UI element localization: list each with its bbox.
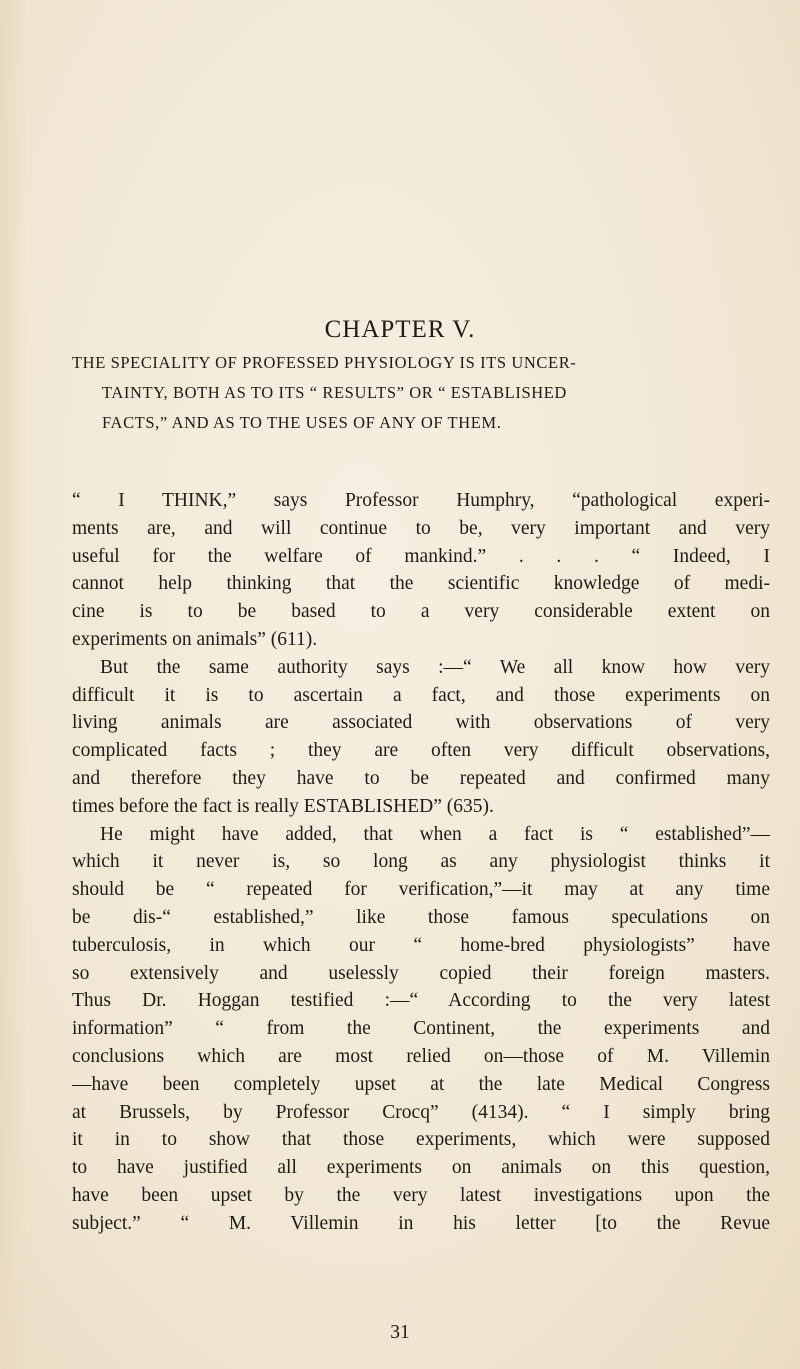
text-line: experiments on animals” (611). bbox=[72, 628, 318, 650]
text-line: at Brussels, by Professor Crocq” (4134). “ I simply bring bbox=[72, 1101, 770, 1123]
page-number: 31 bbox=[390, 1322, 410, 1343]
text-line: living animals are associated with observations of very bbox=[72, 712, 770, 734]
chapter-title: CHAPTER V. bbox=[324, 316, 476, 343]
text-line: to have justified all experiments on animals on this question, bbox=[72, 1157, 770, 1179]
text-line: “ I THINK,” says Professor Humphry, “pathological experi- bbox=[72, 490, 770, 511]
heading-line: THE SPECIALITY OF PROFESSED PHYSIOLOGY IS ITS UNCER- bbox=[72, 353, 577, 372]
text-line: ments are, and will continue to be, very important and very bbox=[72, 517, 770, 539]
text-line: Thus Dr. Hoggan testified :—“ According to the very latest bbox=[72, 990, 770, 1012]
text-line: cannot help thinking that the scientific knowledge of medi- bbox=[72, 573, 770, 595]
text-line: be dis-“ established,” like those famous speculations on bbox=[72, 906, 770, 928]
text-line: and therefore they have to be repeated and confirmed many bbox=[72, 767, 770, 789]
text-line: complicated facts ; they are often very difficult observations, bbox=[72, 740, 770, 762]
text-line: —have been completely upset at the late Medical Congress bbox=[72, 1073, 770, 1095]
chapter-summary-heading bbox=[72, 348, 762, 438]
body-text bbox=[72, 487, 770, 1238]
text-line: tuberculosis, in which our “ home-bred physiologists” have bbox=[72, 934, 770, 956]
text-line: But the same authority says :—“ We all know how very bbox=[100, 656, 770, 678]
text-line: cine is to be based to a very considerable extent on bbox=[72, 601, 770, 623]
text-line: so extensively and uselessly copied their foreign masters. bbox=[72, 962, 770, 984]
heading-line: TAINTY, BOTH AS TO ITS “ RESULTS” OR “ ESTABLISHED bbox=[102, 383, 567, 402]
text-line: He might have added, that when a fact is “ established”— bbox=[100, 823, 770, 845]
text-line: it in to show that those experiments, which were supposed bbox=[72, 1129, 770, 1151]
text-line: subject.” “ M. Villemin in his letter [to the Revue bbox=[72, 1212, 770, 1234]
text-line: difficult it is to ascertain a fact, and those experiments on bbox=[72, 684, 770, 706]
heading-line: FACTS,” AND AS TO THE USES OF ANY OF THEM. bbox=[102, 413, 502, 432]
text-line: which it never is, so long as any physiologist thinks it bbox=[72, 851, 770, 873]
text-line: have been upset by the very latest investigations upon the bbox=[72, 1184, 770, 1206]
page-edge-shadow bbox=[0, 0, 28, 1369]
text-line: should be “ repeated for verification,”—it may at any time bbox=[72, 879, 770, 901]
text-line: information” “ from the Continent, the experiments and bbox=[72, 1018, 770, 1040]
text-line: times before the fact is really ESTABLISHED” (635). bbox=[72, 795, 494, 817]
text-line: useful for the welfare of mankind.” . . . “ Indeed, I bbox=[72, 545, 770, 567]
text-line: conclusions which are most relied on—those of M. Villemin bbox=[72, 1045, 770, 1067]
